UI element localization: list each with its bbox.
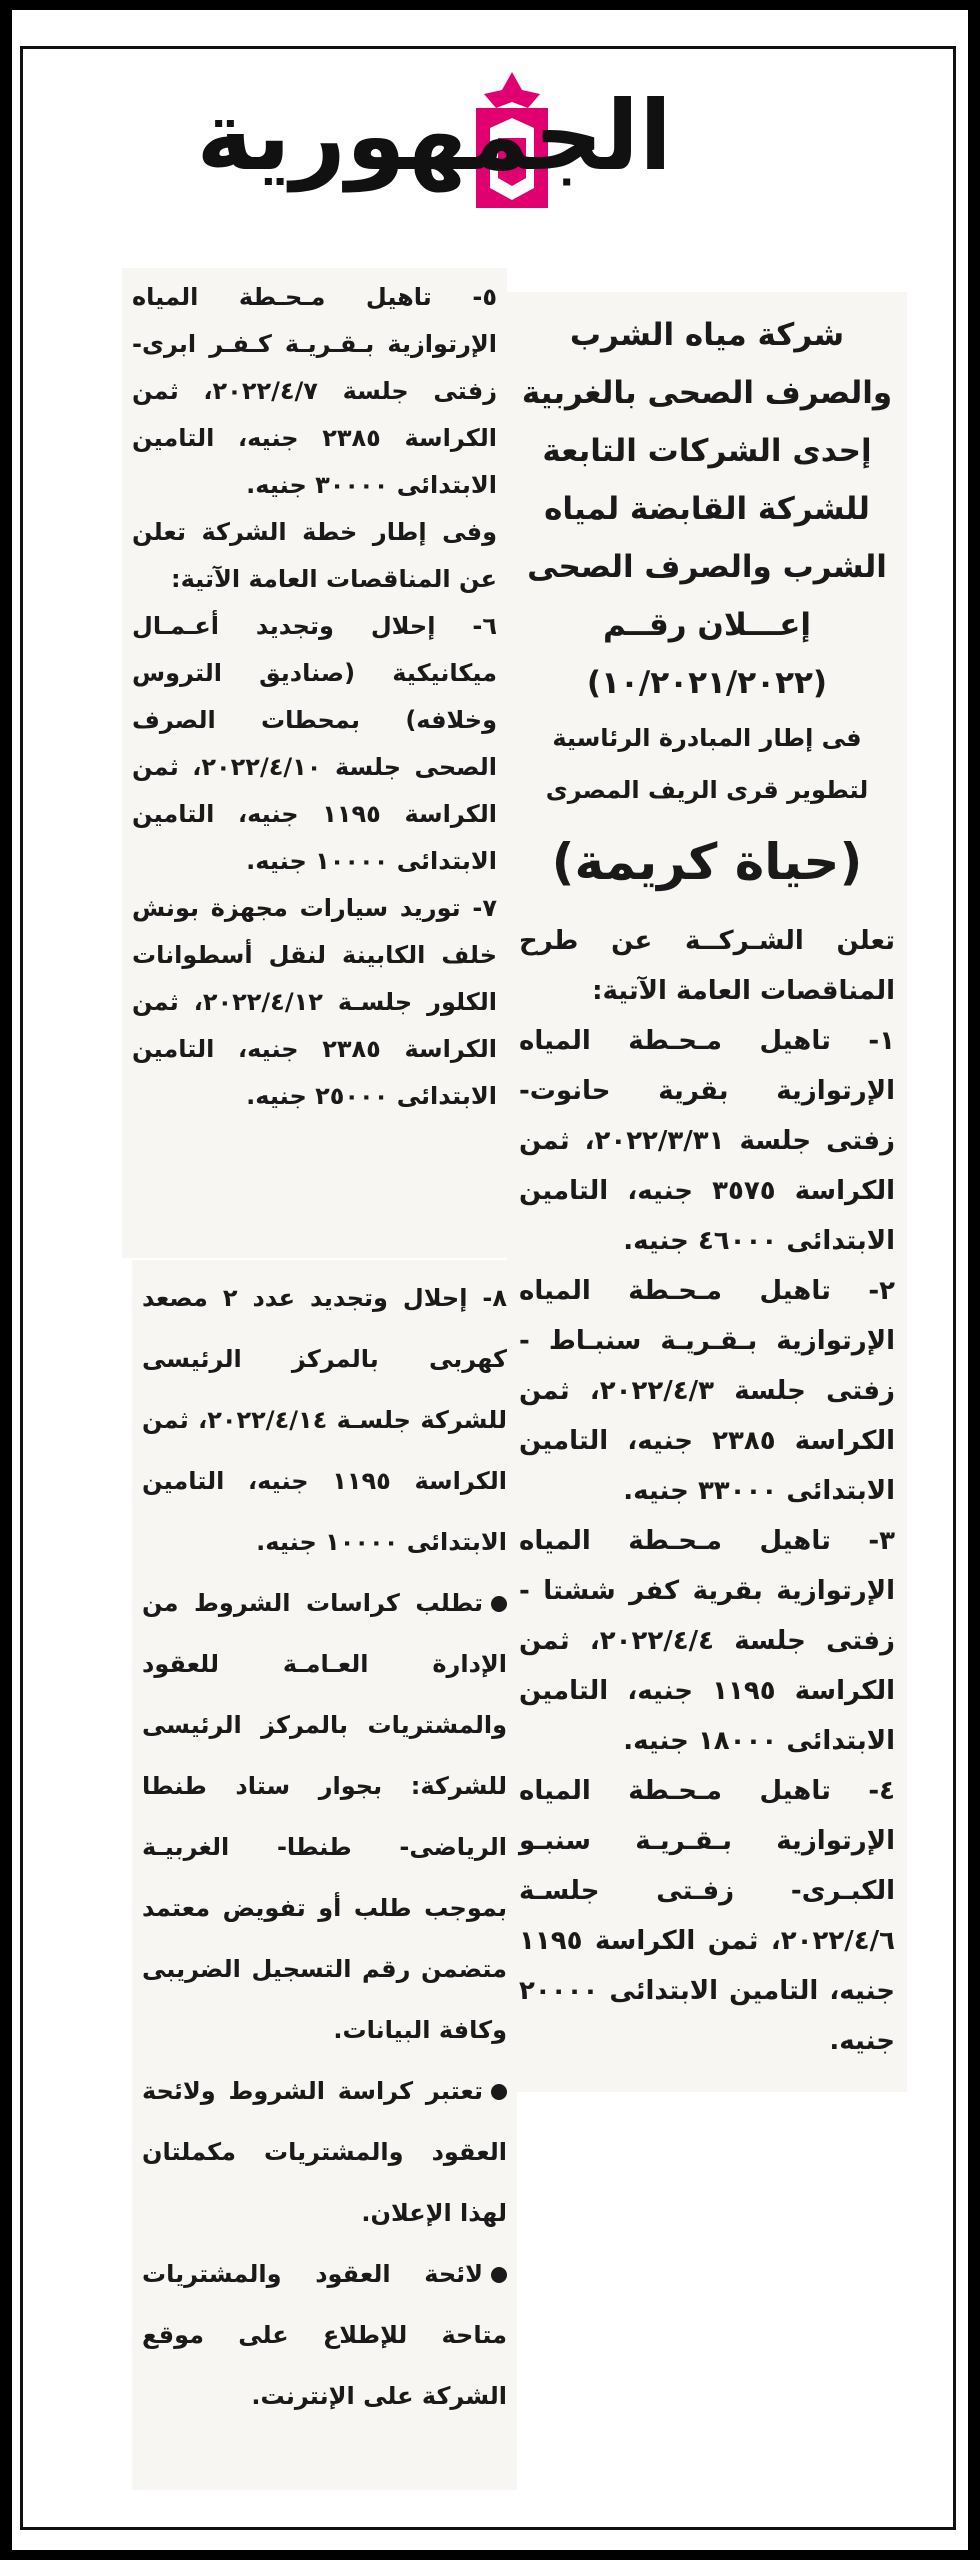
note-bullet-3	[142, 2244, 507, 2427]
note-text-1: تطلب كراسات الشروط من الإدارة العـامـة للعقود والمشتريات بالمركز الرئيسى للشركة: بجوار ستاد طنطا الرياضى- طنطا- الغربيـة بموجب طلب أو تفويض معتمد متضمن رقم التسجيل الضريبى وكافة البيانات.	[142, 1589, 507, 2044]
tender-item-8: ٨- إحلال وتجديد عدد ٢ مصعد كهربى بالمركز الرئيسى للشركة جلسـة ٢٠٢٢/٤/١٤، ثمن الكراسة ١١٩٥ جنيه، التامين الابتدائى ١٠٠٠٠ جنيه.	[142, 1284, 507, 1556]
initiative-text: فى إطار المبادرة الرئاسية لتطوير قرى الريف المصرى	[545, 724, 869, 804]
plan-intro: وفى إطار خطة الشركة تعلن عن المناقصات العامة الآتية:	[132, 518, 497, 593]
bullet-icon	[491, 2267, 507, 2283]
tender-item-1: ١- تاهيل مـحـطة المياه الإرتوازية بقرية حانوت- زفتى جلسة ٢٠٢٢/٣/٣١، ثمن الكراسة ٣٥٧٥ جنيه، التامين الابتدائى ٤٦٠٠٠ جنيه.	[519, 1026, 895, 1256]
tender-item-2: ٢- تاهيل مـحـطة المياه الإرتوازية بـقـريـة سنبـاط - زفتى جلسة ٢٠٢٢/٤/٣، ثمن الكراسة ٢٣٨٥ جنيه، التامين الابتدائى ٣٣٠٠٠ جنيه.	[519, 1276, 895, 1506]
tender-item-3: ٣- تاهيل مـحـطة المياه الإرتوازية بقرية كفر ششتا - زفتى جلسة ٢٠٢٢/٤/٤، ثمن الكراسة ١١٩٥ جنيه، التامين الابتدائى ١٨٠٠٠ جنيه.	[519, 1526, 895, 1756]
tender-item-6: ٦- إحلال وتجديد أعـمـال ميكانيكية (صناديق التروس وخلافه) بمحطات الصرف الصحى جلسة ٢٠٢٢/٤/١٠، ثمن الكراسة ١١٩٥ جنيه، التامين الابتدائى ١٠٠٠٠ جنيه.	[132, 612, 498, 875]
initiative-name: (حياة كريمة)	[551, 833, 863, 891]
company-name: شركة مياه الشرب والصرف الصحى بالغربية	[521, 317, 893, 411]
announcement-number: إعـــلان رقــم (١٠/٢٠٢١/٢٠٢٢)	[586, 607, 828, 701]
page-frame	[12, 10, 968, 2550]
masthead-logo	[196, 68, 672, 208]
tender-intro: تعلن الشـركــة عن طرح المناقصات العامة الآتية:	[519, 926, 895, 1006]
note-bullet-1	[142, 1573, 507, 2061]
newspaper-name: الجمهورية	[196, 80, 672, 192]
company-affiliation: إحدى الشركات التابعة للشركة القابضة لمياه الشرب والصرف الصحى	[527, 433, 887, 585]
left-column-bottom	[132, 1260, 517, 2490]
note-text-2: تعتبر كراسة الشروط ولائحة العقود والمشتريات مكملتان لهذا الإعلان.	[142, 2077, 507, 2227]
tender-item-4: ٤- تاهيل مـحـطة المياه الإرتوازية بـقـريـة سنبـو الكبـرى- زفـتى جلسـة ٢٠٢٢/٤/٦، ثمن الكراسة ١١٩٥ جنيه، التامين الابتدائى ٢٠٠٠٠ جنيه.	[519, 1776, 895, 2056]
right-column	[507, 292, 907, 2092]
note-bullet-2	[142, 2061, 507, 2244]
tender-item-7: ٧- توريد سيارات مجهزة بونش خلف الكابينة لنقل أسطوانات الكلور جلسـة ٢٠٢٢/٤/١٢، ثمن الكراسة ٢٣٨٥ جنيه، التامين الابتدائى ٢٥٠٠٠ جنيه.	[132, 894, 498, 1110]
tender-item-5: ٥- تاهيل مـحـطة المياه الإرتوازية بـقـريـة كـفـر ابرى- زفتى جلسة ٢٠٢٢/٤/٧، ثمن الكراسة ٢٣٨٥ جنيه، التامين الابتدائى ٣٠٠٠٠ جنيه.	[132, 283, 498, 499]
bullet-icon	[491, 1596, 507, 1612]
note-text-3: لائحة العقود والمشتريات متاحة للإطلاع على موقع الشركة على الإنترنت.	[142, 2260, 507, 2410]
left-column-top	[122, 268, 507, 1258]
bullet-icon	[491, 2084, 507, 2100]
